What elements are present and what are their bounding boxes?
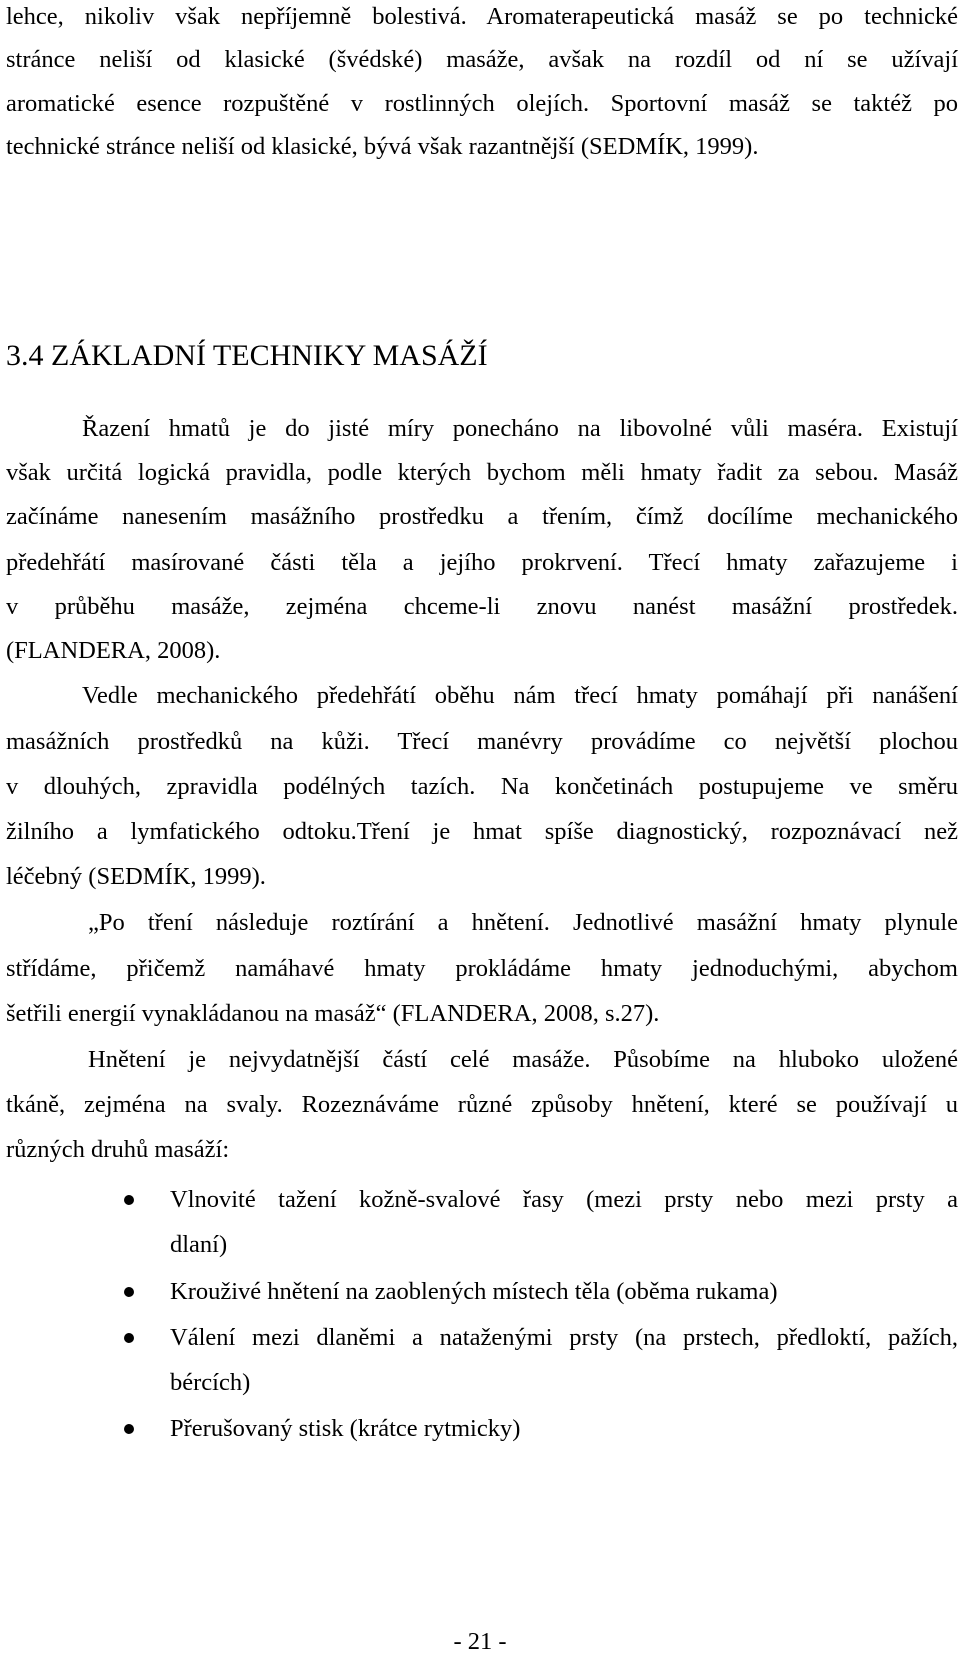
text-line: střídáme, přičemž namáhavé hmaty prokládáme hmaty jednoduchými, abychom (6, 955, 958, 982)
list-item-line: dlaní) (170, 1231, 228, 1258)
list-item-line: bércích) (170, 1369, 251, 1396)
bullet-icon (124, 1195, 134, 1205)
bullet-icon (124, 1424, 134, 1434)
text-line: „Po tření následuje roztírání a hnětení. Jednotlivé masážní hmaty plynule (88, 909, 958, 936)
text-line: různých druhů masáží: (6, 1136, 230, 1163)
text-line: masážních prostředků na kůži. Třecí manévry provádíme co největší plochou (6, 728, 958, 755)
section-heading: 3.4 ZÁKLADNÍ TECHNIKY MASÁŽÍ (6, 339, 488, 372)
list-item-line: Vlnovité tažení kožně-svalové řasy (mezi prsty nebo mezi prsty a (170, 1186, 958, 1213)
list-item-line: Přerušovaný stisk (krátce rytmicky) (170, 1415, 521, 1442)
bullet-icon (124, 1333, 134, 1343)
list-item-line: Válení mezi dlaněmi a nataženými prsty (na prstech, předloktí, pažích, (170, 1324, 958, 1351)
text-line: žilního a lymfatického odtoku.Tření je hmat spíše diagnostický, rozpoznávací než (6, 818, 958, 845)
text-line: však určitá logická pravidla, podle kterých bychom měli hmaty řadit za sebou. Masáž (6, 459, 958, 486)
list-item-line: Krouživé hnětení na zaoblených místech těla (oběma rukama) (170, 1278, 778, 1305)
text-line: léčebný (SEDMÍK, 1999). (6, 863, 266, 890)
text-line: Hnětení je nejvydatnější částí celé masáže. Působíme na hluboko uložené (88, 1046, 958, 1073)
text-line: v průběhu masáže, zejména chceme-li znovu nanést masážní prostředek. (6, 593, 958, 620)
text-line: předehřátí masírované části těla a jejího prokrvení. Třecí hmaty zařazujeme i (6, 549, 958, 576)
bullet-icon (124, 1287, 134, 1297)
text-line: tkáně, zejména na svaly. Rozeznáváme různé způsoby hnětení, které se používají u (6, 1091, 958, 1118)
text-line: šetřili energií vynakládanou na masáž“ (FLANDERA, 2008, s.27). (6, 1000, 660, 1027)
text-line: Řazení hmatů je do jisté míry ponecháno na libovolné vůli maséra. Existují (82, 415, 958, 442)
text-line: lehce, nikoliv však nepříjemně bolestivá. Aromaterapeutická masáž se po technické (6, 3, 958, 30)
text-line: Vedle mechanického předehřátí oběhu nám třecí hmaty pomáhají při nanášení (82, 682, 958, 709)
text-line: aromatické esence rozpuštěné v rostlinných olejích. Sportovní masáž se taktéž po (6, 90, 958, 117)
text-line: začínáme nanesením masážního prostředku a třením, čímž docílíme mechanického (6, 503, 958, 530)
page-number: - 21 - (453, 1628, 507, 1655)
text-line: technické stránce neliší od klasické, bývá však razantnější (SEDMÍK, 1999). (6, 133, 759, 160)
text-line: (FLANDERA, 2008). (6, 637, 221, 664)
text-line: stránce neliší od klasické (švédské) masáže, avšak na rozdíl od ní se užívají (6, 46, 958, 73)
text-line: v dlouhých, zpravidla podélných tazích. Na končetinách postupujeme ve směru (6, 773, 958, 800)
